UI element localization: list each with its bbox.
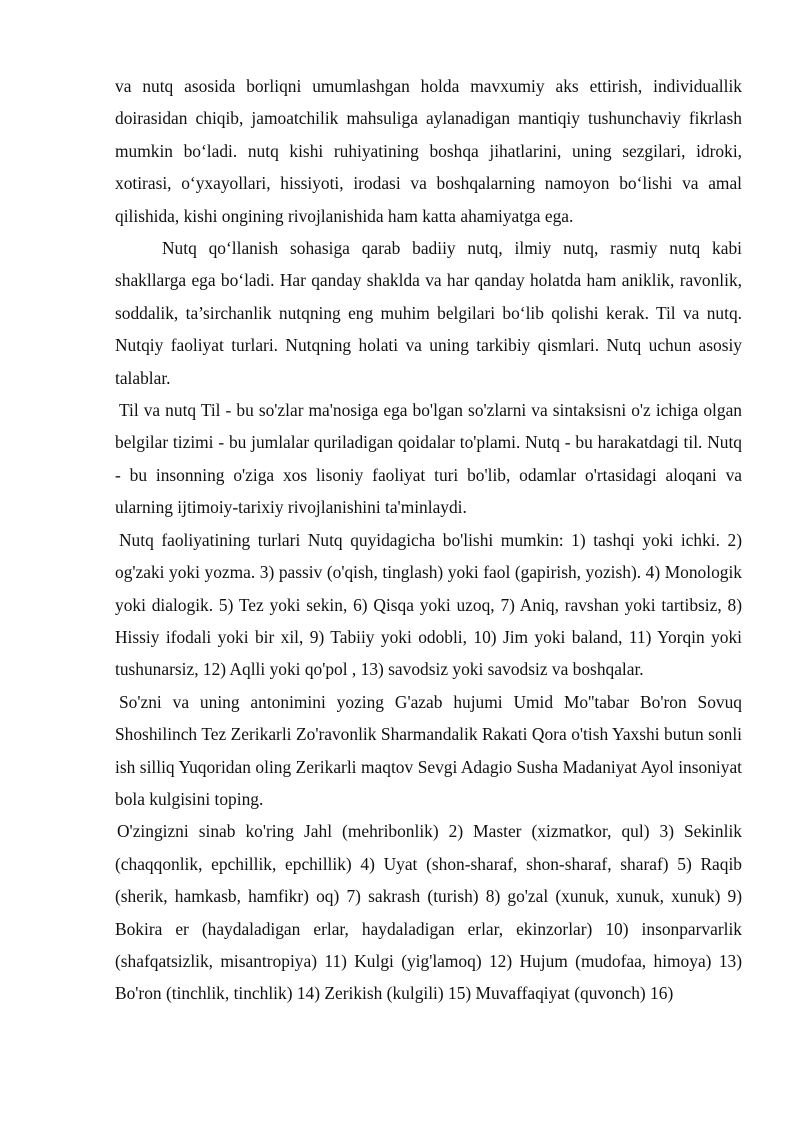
paragraph-3: Til va nutq Til - bu so'zlar ma'nosiga ega bo'lgan so'zlarni va sintaksisni o'z ichiga olgan belgilar tizimi - bu jumlalar quriladigan qoidalar to'plami. Nutq - bu harakatdagi til. Nutq - bu insonning o'ziga xos lisoniy faoliyat turi bo'lib, odamlar o'rtasidagi aloqani va ularning ijtimoiy-tarixiy rivojlanishini ta'minlaydi. [115, 400, 742, 518]
paragraph-2: Nutq qoʻllanish sohasiga qarab badiiy nutq, ilmiy nutq, rasmiy nutq kabi shakllarga ega boʻladi. Har qanday shaklda va har qanday holatda ham aniklik, ravonlik, soddalik, ta’sirchanlik nutqning eng muhim belgilari boʻlib qolishi kerak. Til va nutq. Nutqiy faoliyat turlari. Nutqning holati va uning tarkibiy qismlari. Nutq uchun asosiy talablar. [115, 238, 742, 388]
paragraph-5: So'zni va uning antonimini yozing G'azab hujumi Umid Mo''tabar Bo'ron Sovuq Shoshilinch Tez Zerikarli Zo'ravonlik Sharmandalik Rakati Qora o'tish Yaxshi butun sonli ish silliq Yuqoridan oling Zerikarli maqtov Sevgi Adagio Susha Madaniyat Ayol insoniyat bola kulgisini toping. [115, 691, 742, 809]
document-page [115, 70, 742, 1010]
paragraph-1: va nutq asosida borliqni umumlashgan holda mavxumiy aks ettirish, individuallik doirasidan chiqib, jamoatchilik mahsuliga aylanadigan mantiqiy tushunchaviy fikrlash mumkin boʻladi. nutq kishi ruhiyatining boshqa jihatlarini, uning sezgilari, idroki, xotirasi, oʻyxayollari, hissiyoti, irodasi va boshqalarning namoyon boʻlishi va amal qilishida, kishi ongining rivojlanishida ham katta ahamiyatga ega. [115, 76, 742, 226]
paragraph-4: Nutq faoliyatining turlari Nutq quyidagicha bo'lishi mumkin: 1) tashqi yoki ichki. 2) og'zaki yoki yozma. 3) passiv (o'qish, tinglash) yoki faol (gapirish, yozish). 4) Monologik yoki dialogik. 5) Tez yoki sekin, 6) Qisqa yoki uzoq, 7) Aniq, ravshan yoki tartibsiz, 8) Hissiy ifodali yoki bir xil, 9) Tabiiy yoki odobli, 10) Jim yoki baland, 11) Yorqin yoki tushunarsiz, 12) Aqlli yoki qo'pol , 13) savodsiz yoki savodsiz va boshqalar. [115, 529, 742, 680]
paragraph-6: O'zingizni sinab ko'ring Jahl (mehribonlik) 2) Master (xizmatkor, qul) 3) Sekinlik (chaqqonlik, epchillik, epchillik) 4) Uyat (shon-sharaf, shon-sharaf, sharaf) 5) Raqib (sherik, hamkasb, hamfikr) oq) 7) sakrash (turish) 8) go'zal (xunuk, xunuk, xunuk) 9) Bokira er (haydaladigan erlar, haydaladigan erlar, ekinzorlar) 10) insonparvarlik (shafqatsizlik, misantropiya) 11) Kulgi (yig'lamoq) 12) Hujum (mudofaa, himoya) 13) Bo'ron (tinchlik, tinchlik) 14) Zerikish (kulgili) 15) Muvaffaqiyat (quvonch) 16) [115, 821, 742, 1004]
